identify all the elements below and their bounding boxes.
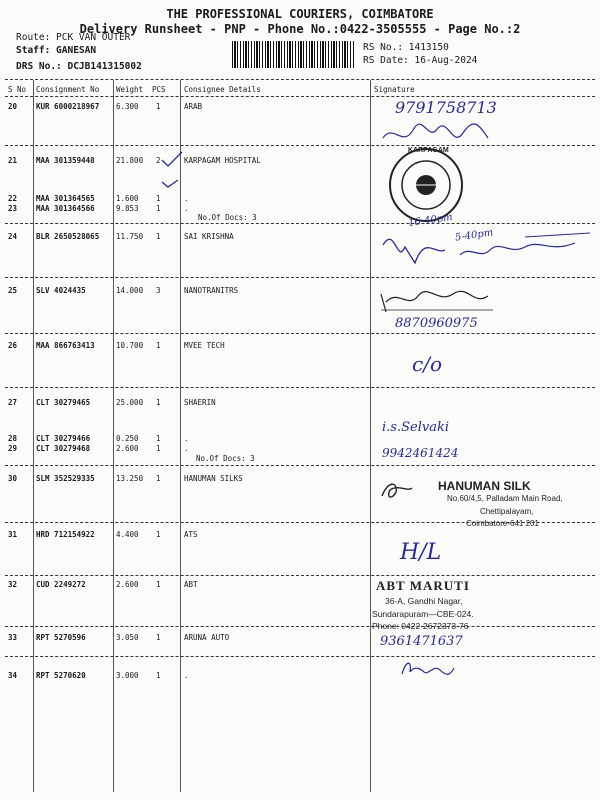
row-pcs: 2 [156, 156, 161, 165]
docs-note: No.Of Docs: 3 [196, 454, 255, 463]
row-weight: 2.600 [116, 444, 139, 453]
row-consignee: . [184, 434, 189, 443]
abt-stamp-address: Sundarapuram—CBE-024. [372, 609, 474, 619]
handwritten-phone: 8870960975 [395, 316, 478, 331]
row-sno: 25 [8, 286, 18, 295]
signature-scribble [378, 478, 416, 504]
row-weight: 21.800 [116, 156, 144, 165]
row-weight: 3.000 [116, 671, 139, 680]
row-consignment: SLM 352529335 [36, 474, 95, 483]
column-line [370, 80, 371, 792]
handwritten-name: i.s.Selvaki [382, 420, 449, 435]
abt-stamp-address: Phone: 0422-2672373-76 [372, 621, 469, 631]
row-divider [5, 223, 595, 224]
staff-label: Staff: GANESAN [16, 45, 97, 56]
row-pcs: 1 [156, 474, 161, 483]
row-divider [5, 465, 595, 466]
row-consignee: KARPAGAM HOSPITAL [184, 156, 261, 165]
row-sno: 26 [8, 341, 18, 350]
runsheet-subtitle: Delivery Runsheet - PNP - Phone No.:0422-3505555 - Page No.:2 [79, 22, 521, 36]
abt-stamp-address: 36-A, Gandhi Nagar, [385, 596, 463, 606]
handwritten-time: 16-40pm [407, 211, 454, 230]
row-weight: 0.250 [116, 434, 139, 443]
row-consignee: ARAB [184, 102, 203, 111]
row-consignment: CLT 30279465 [36, 398, 91, 407]
row-pcs: 1 [156, 102, 161, 111]
row-consignment: MAA 866763413 [36, 341, 95, 350]
route-label: Route: PCK VAN OUTER [16, 32, 131, 43]
karpagam-stamp [386, 145, 466, 225]
row-consignment: HRD 712154922 [36, 530, 95, 539]
column-line [113, 80, 114, 792]
row-consignee: ABT [184, 580, 198, 589]
row-pcs: 1 [156, 341, 161, 350]
abt-stamp-name: ABT MARUTI [376, 578, 470, 593]
company-title: THE PROFESSIONAL COURIERS, COIMBATORE [166, 7, 434, 21]
signature-scribble [398, 656, 458, 682]
row-weight: 11.750 [116, 232, 144, 241]
row-pcs: 1 [156, 633, 161, 642]
row-pcs: 3 [156, 286, 161, 295]
row-weight: 3.050 [116, 633, 139, 642]
row-consignee: HANUMAN SILKS [184, 474, 243, 483]
signature-scribble [375, 225, 595, 277]
karpagam-stamp-text: KARPAGAM [408, 147, 449, 154]
row-pcs: 1 [156, 444, 161, 453]
row-consignee: SAI KRISHNA [184, 232, 234, 241]
row-consignee: . [184, 671, 189, 680]
row-pcs: 1 [156, 671, 161, 680]
row-consignment: CLT 30279466 [36, 434, 91, 443]
row-consignment: CLT 30279468 [36, 444, 91, 453]
row-consignment: RPT 5270596 [36, 633, 86, 642]
row-sno: 30 [8, 474, 18, 483]
row-consignment: MAA 301364566 [36, 204, 95, 213]
row-sno: 27 [8, 398, 18, 407]
hanuman-stamp-address: Chettipalayam, [480, 507, 534, 516]
row-sno: 22 [8, 194, 18, 203]
row-sno: 32 [8, 580, 18, 589]
divider [5, 79, 595, 80]
row-sno: 34 [8, 671, 18, 680]
row-sno: 23 [8, 204, 18, 213]
row-weight: 10.700 [116, 341, 144, 350]
row-sno: 24 [8, 232, 18, 241]
row-consignee: ARUNA AUTO [184, 633, 230, 642]
row-pcs: 1 [156, 398, 161, 407]
row-consignment: CUD 2249272 [36, 580, 86, 589]
row-pcs: 1 [156, 194, 161, 203]
row-weight: 1.600 [116, 194, 139, 203]
row-pcs: 1 [156, 580, 161, 589]
handwritten-time: 5-40pm [454, 227, 494, 244]
row-weight: 4.400 [116, 530, 139, 539]
row-sno: 28 [8, 434, 18, 443]
handwritten-note: H/L [400, 540, 442, 565]
row-consignment: MAA 301359448 [36, 156, 95, 165]
rs-date: RS Date: 16-Aug-2024 [363, 55, 478, 66]
row-divider [5, 333, 595, 334]
row-consignee: ATS [184, 530, 198, 539]
row-weight: 14.000 [116, 286, 144, 295]
handwritten-phone: 9791758713 [395, 98, 497, 117]
row-sno: 20 [8, 102, 18, 111]
row-consignee: . [184, 194, 189, 203]
row-consignee: SHAERIN [184, 398, 216, 407]
row-sno: 31 [8, 530, 18, 539]
row-weight: 2.600 [116, 580, 139, 589]
row-consignment: MAA 301364565 [36, 194, 95, 203]
barcode [232, 41, 354, 68]
row-consignee: . [184, 444, 189, 453]
docs-note: No.Of Docs: 3 [198, 213, 257, 222]
col-signature: Signature [374, 85, 415, 94]
row-pcs: 1 [156, 530, 161, 539]
row-consignment: KUR 6000218967 [36, 102, 100, 111]
hanuman-stamp-address: No.60/4,5, Palladam Main Road, [447, 494, 563, 503]
col-consignee: Consignee Details [184, 85, 261, 94]
handwritten-phone: 9942461424 [382, 446, 459, 460]
row-consignment: SLV 4024435 [36, 286, 86, 295]
divider [5, 96, 595, 97]
row-divider [5, 277, 595, 278]
col-weight: Weight [116, 85, 144, 94]
row-divider [5, 656, 595, 657]
rs-number: RS No.: 1413150 [363, 42, 449, 53]
col-consignment: Consignment No [36, 85, 100, 94]
row-pcs: 1 [156, 232, 161, 241]
row-pcs: 1 [156, 434, 161, 443]
row-weight: 9.853 [116, 204, 139, 213]
hanuman-stamp-name: HANUMAN SILK [438, 479, 531, 493]
row-divider [5, 575, 595, 576]
row-sno: 33 [8, 633, 18, 642]
row-weight: 6.300 [116, 102, 139, 111]
handwritten-phone: 9361471637 [380, 634, 463, 649]
row-weight: 13.250 [116, 474, 144, 483]
col-sno: S No [8, 85, 27, 94]
row-consignee: NANOTRANITRS [184, 286, 239, 295]
row-divider [5, 387, 595, 388]
row-divider [5, 145, 595, 146]
row-consignment: RPT 5270620 [36, 671, 86, 680]
row-pcs: 1 [156, 204, 161, 213]
row-weight: 25.000 [116, 398, 144, 407]
column-line [33, 80, 34, 792]
signature-scribble [378, 284, 498, 316]
hanuman-stamp-address: Coimbatore-641 201 [466, 519, 539, 528]
row-consignee: MVEE TECH [184, 341, 225, 350]
tick-marks [160, 150, 190, 190]
row-sno: 29 [8, 444, 18, 453]
row-consignment: BLR 2650528065 [36, 232, 100, 241]
row-divider [5, 626, 595, 627]
drs-number: DRS No.: DCJB141315002 [16, 61, 142, 72]
col-pcs: PCS [152, 85, 166, 94]
row-sno: 21 [8, 156, 18, 165]
handwritten-note: c/o [412, 352, 442, 376]
row-consignee: . [184, 204, 189, 213]
